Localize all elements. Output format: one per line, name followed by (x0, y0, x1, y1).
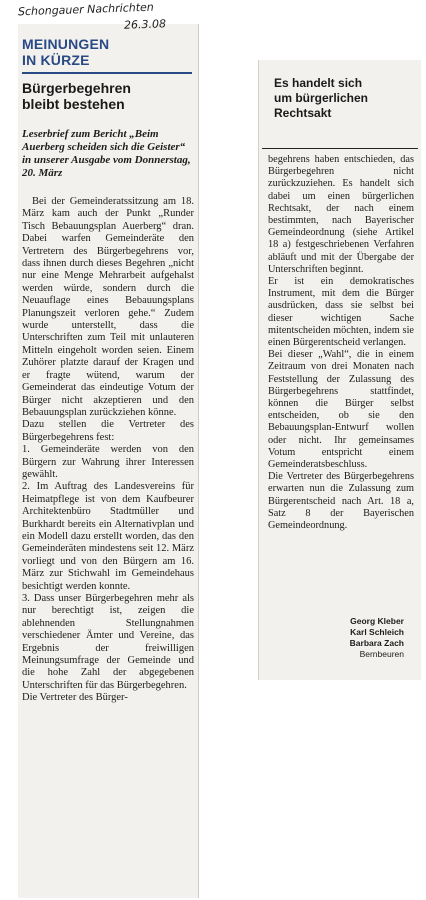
section-rule (22, 72, 192, 74)
handwritten-newspaper-name: Schongauer Nachrichten (17, 0, 154, 19)
left-paragraph: 1. Gemeinderäte werden von den Bürgern zur Wahrung ihrer Interessen gewählt. (22, 444, 194, 480)
section-title-line-2: IN KÜRZE (22, 52, 90, 68)
left-paragraph: 2. Im Auftrag des Landesvereins für Heimatpflege ist von dem Kaufbeurer Architektenbüro Stadtmüller und Burkhardt bereits ein Alternativplan und ein Modell dazu erstellt worden, das den Gemeinderäten mindestens seit 12. März vorliegt und von den Bürgern am 16. März zur Stichwahl im Gemeindehaus besichtigt werden konnte. (22, 481, 194, 592)
right-headline-line-3: Rechtsakt (274, 106, 332, 120)
right-paragraph: begehrens haben entschieden, das Bürgerbegehren nicht zurückzuziehen. Es handelt sich dabei um einen bürgerlichen Rechtsakt, der nach einem bestimmten, nach Bayerischer Gemeindeordnung (siehe Artikel 18 a) festgeschriebenen Verfahren abläuft und mit der Übergabe der Unterschriften beginnt. (268, 154, 414, 275)
right-paragraph: Die Vertreter des Bürgerbegehrens erwarten nun die Zulassung zum Bürgerentscheid nach Art. 18 a, Satz 8 der Bayerischen Gemeindeordnung. (268, 471, 414, 532)
right-headline-line-2: um bürgerlichen (274, 91, 369, 105)
left-paragraph: Bei der Gemeinderatssitzung am 18. März kam auch der Punkt „Runder Tisch Bebauungsplan Auerberg“ dran. Dabei warfen Gemeinderäte den Vertretern des Bürgerbegehrens vor, dass ihnen durch dieses Begehren „nicht nur eine Menge Mehrarbeit aufgehalst werden würde, sondern durch die Neuauflage eines Bebauungsplans Planungszeit verloren gehe.“ Zudem wurde unterstellt, dass die Unterschriften zum Teil mit unlauteren Mitteln eingeholt worden seien. Einem Zuhörer platzte darauf der Kragen und er fragte wütend, warum der Gemeinderat das eindeutige Votum der Bürger nicht akzeptieren und den Bebauungsplan zurückziehen könne. (22, 196, 194, 418)
signature-name: Georg Kleber (350, 616, 404, 626)
right-headline (274, 76, 414, 121)
right-headline-line-1: Es handelt sich (274, 76, 363, 90)
left-headline-line-1: Bürgerbegehren (22, 80, 131, 96)
right-divider (262, 148, 418, 149)
left-article-body (22, 196, 194, 705)
signature-name: Barbara Zach (349, 638, 404, 648)
right-paragraph: Bei dieser „Wahl“, die in einem Zeitraum von drei Monaten nach Feststellung der Zulassung des Bürgerbegehrens stattfindet, können die Bürger selbst entscheiden, ob sie den Bebauungsplan-Entwurf wollen oder nicht. Ihr gemeinsames Votum entspricht einem Gemeinderatsbeschluss. (268, 349, 414, 471)
left-paragraph: Dazu stellen die Vertreter des Bürgerbegehrens fest: (22, 419, 194, 443)
left-paragraph: Die Vertreter des Bürger- (22, 692, 128, 704)
letter-intro: Leserbrief zum Bericht „Beim Auerberg scheiden sich die Geister“ in unserer Ausgabe vom Donnerstag, 20. März (22, 128, 191, 179)
left-headline-line-2: bleibt bestehen (22, 96, 125, 112)
left-paragraph: 3. Dass unser Bürgerbegehren mehr als nur berechtigt ist, zeigen die ablehnenden Stellungnahmen verschiedener Ämter und Vereine, das Ergebnis der freiwilligen Meinungsumfrage der Gemeinde und die hohe Zahl der abgegebenen Unterschriften für das Bürgerbegehren. (22, 593, 194, 691)
handwritten-note (16, 2, 196, 36)
section-title (22, 36, 192, 68)
signature-place: Bernbeuren (359, 649, 404, 659)
signature-name: Karl Schleich (350, 627, 404, 637)
right-article-body (268, 154, 414, 532)
signature-block (300, 616, 404, 660)
section-title-line-1: MEINUNGEN (22, 36, 110, 52)
right-paragraph: Er ist ein demokratisches Instrument, mit dem die Bürger ausdrücken, dass sie selbst bei dieser wichtigen Sache mitentscheiden möchten, indem sie einen Bürgerentscheid verlangen. (268, 276, 414, 349)
handwritten-date: 26.3.08 (123, 17, 167, 32)
left-headline (22, 80, 197, 112)
